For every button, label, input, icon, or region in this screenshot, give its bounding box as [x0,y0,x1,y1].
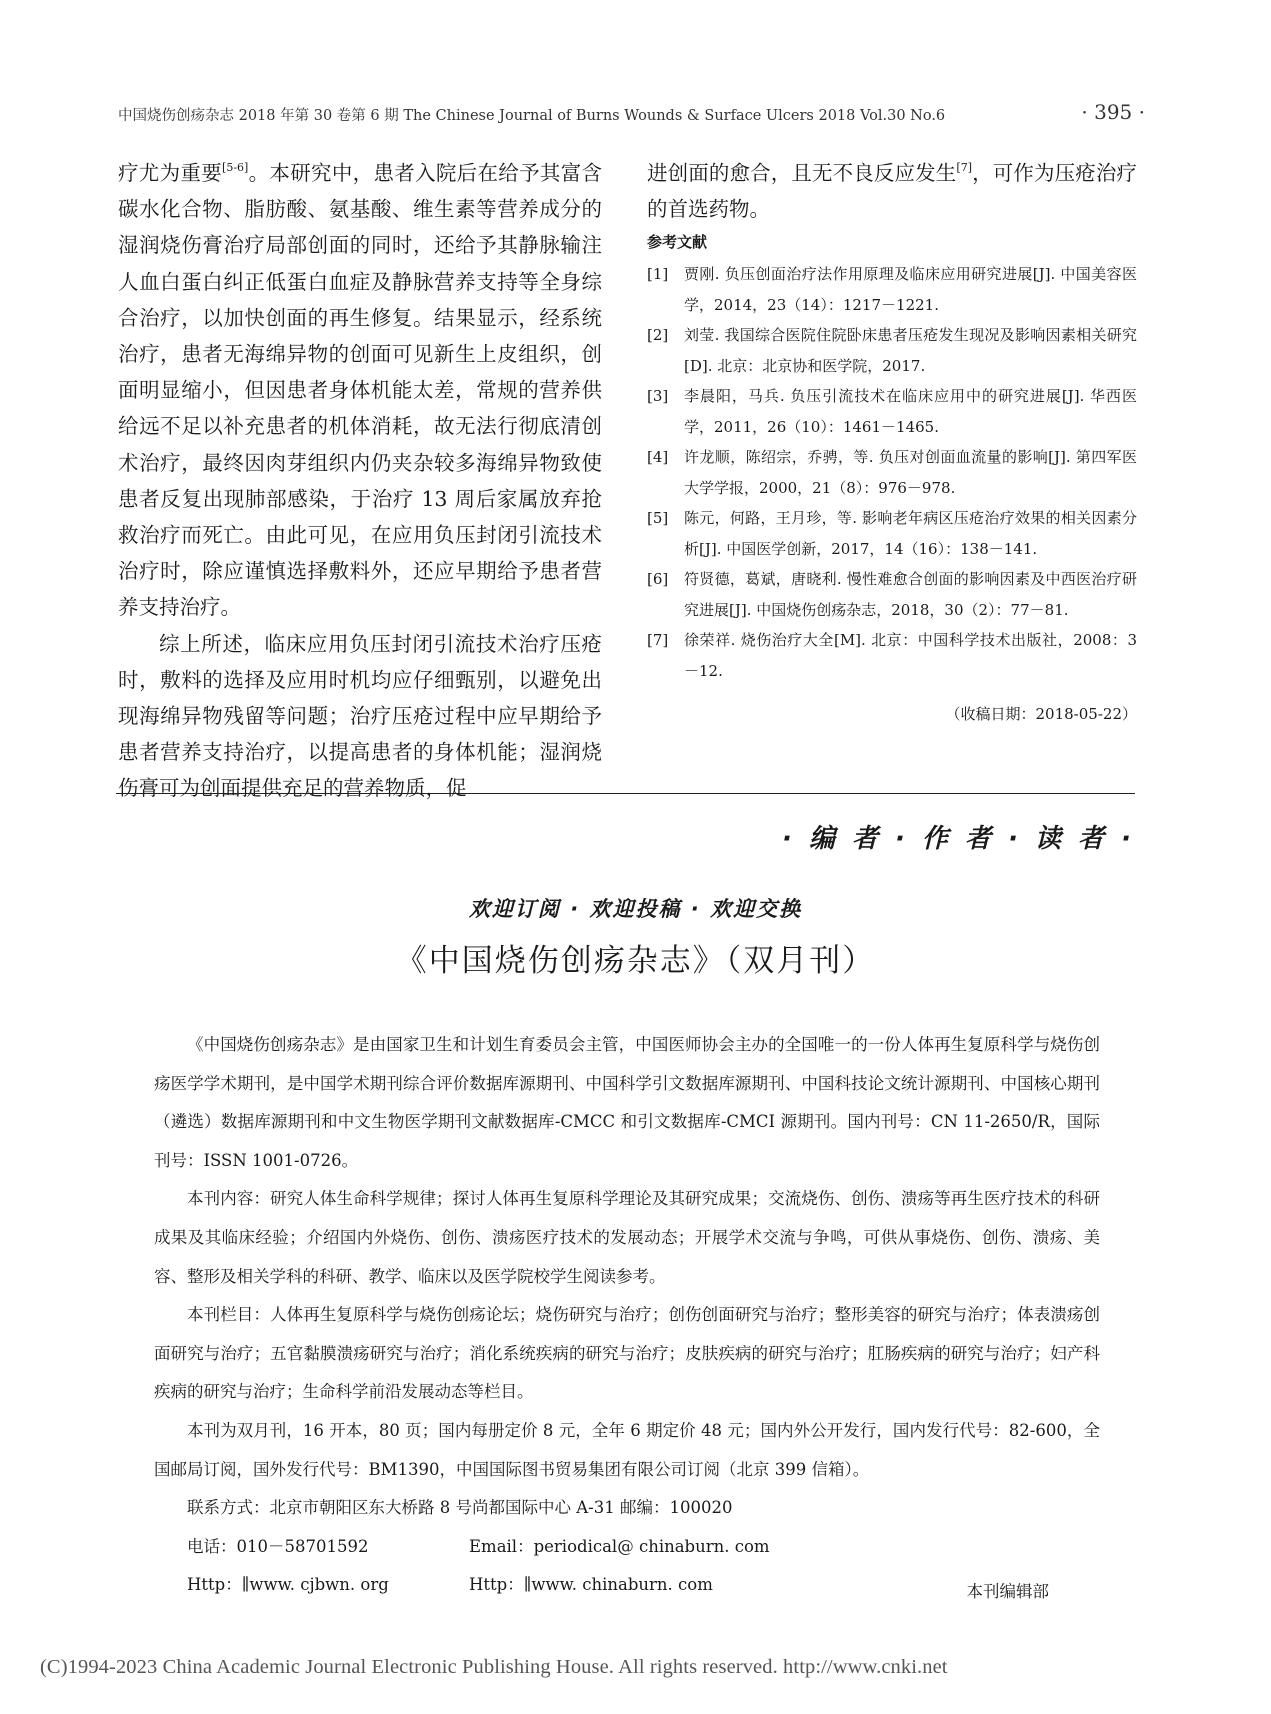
citation: [5-6] [222,161,249,174]
notice-body [154,1026,1100,1605]
reference-number: [4] [647,448,669,467]
reference-text: 陈元，何路，王月珍，等. 影响老年病区压疮治疗效果的相关因素分析[J]. 中国医学创新，2017，14（16）：138－141. [684,509,1137,558]
reference-text: 许龙顺，陈绍宗，乔骋，等. 负压对创面血流量的影响[J]. 第四军医大学学报，2000，21（8）：976－978. [684,448,1137,497]
reference-number: [6] [647,570,669,589]
reference-text: 符贤德，葛斌，唐晓利. 慢性难愈合创面的影响因素及中西医治疗研究进展[J]. 中国烧伤创疡杂志，2018，30（2）：77－81. [684,570,1137,619]
reference-number: [1] [647,265,669,284]
notice-slogan: 欢迎订阅 · 欢迎投稿 · 欢迎交换 [468,897,803,921]
journal-running-title: 中国烧伤创疡杂志 2018 年第 30 卷第 6 期 The Chinese Journal of Burns Wounds & Surface Ulcers 2018 Vol.30 No.6 [118,108,946,124]
right-column [647,155,1137,726]
reference-item [647,564,1137,625]
reference-item [647,381,1137,442]
page-number: · 395 · [1081,100,1145,124]
body-text: ，可作为压疮治疗的首选药物。 [647,161,1138,222]
notice-paragraph: 本刊栏目：人体再生复原科学与烧伤创疡论坛；烧伤研究与治疗；创伤创面研究与治疗；整形美容的研究与治疗；体表溃疡创面研究与治疗；五官黏膜溃疡研究与治疗；消化系统疾病的研究与治疗；皮肤疾病的研究与治疗；肛肠疾病的研究与治疗；妇产科疾病的研究与治疗；生命科学前沿发展动态等栏目。 [154,1305,1100,1402]
reference-text: 李晨阳，马兵. 负压引流技术在临床应用中的研究进展[J]. 华西医学，2011，26（10）：1461－1465. [684,387,1137,436]
reference-number: [3] [647,387,669,406]
reference-text: 贾刚. 负压创面治疗法作用原理及临床应用研究进展[J]. 中国美容医学，2014，23（14）：1217－1221. [684,265,1137,314]
body-paragraph [647,155,1137,227]
running-header [118,100,1145,128]
body-text: 疗尤为重要 [118,161,223,185]
reference-number: [2] [647,326,669,345]
copyright-footer: (C)1994-2023 China Academic Journal Electronic Publishing House. All rights reserved. http://www.cnki.net [40,1656,948,1678]
editorial-signature: 本刊编辑部 [966,1582,1049,1601]
received-date: （收稿日期：2018-05-22） [945,705,1137,724]
reference-number: [7] [647,631,669,650]
references-heading: 参考文献 [647,233,708,252]
body-text: 进创面的愈合，且无不良反应发生 [647,161,957,185]
reference-text: 徐荣祥. 烧伤治疗大全[M]. 北京：中国科学技术出版社，2008：3－12. [684,631,1137,680]
notice-paragraph: 本刊内容：研究人体生命科学规律；探讨人体再生复原科学理论及其研究成果；交流烧伤、创伤、溃疡等再生医疗技术的科研成果及其临床经验；介绍国内外烧伤、创伤、溃疡医疗技术的发展动态；开展学术交流与争鸣，可供从事烧伤、创伤、溃疡、美容、整形及相关学科的科研、教学、临床以及医学院校学生阅读参考。 [154,1189,1100,1286]
section-label: · 编 者 · 作 者 · 读 者 · [782,824,1135,854]
phone-text: 电话：010－58701592 [187,1536,369,1556]
website-text: Http：∥www. chinaburn. com [469,1575,713,1595]
body-text: 。本研究中，患者入院后在给予其富含碳水化合物、脂肪酸、氨基酸、维生素等营养成分的湿润烧伤膏治疗局部创面的同时，还给予其静脉输注人血白蛋白纠正低蛋白血症及静脉营养支持等全身综合治疗，以加快创面的再生修复。结果显示，经系统治疗，患者无海绵异物的创面可见新生上皮组织，创面明显缩小，但因患者身体机能太差，常规的营养供给远不足以补充患者的机体消耗，故无法行彻底清创术治疗，最终因肉芽组织内仍夹杂较多海绵异物致使患者反复出现肺部感染，于治疗 13 周后家属放弃抢救治疗而死亡。由此可见，在应用负压封闭引流技术治疗时，除应谨慎选择敷料外，还应早期给予患者营养支持治疗。 [118,161,603,620]
reference-item [647,320,1137,381]
reference-list [647,259,1137,686]
citation: [7] [956,161,972,174]
reference-text: 刘莹. 我国综合医院住院卧床患者压疮发生现况及影响因素相关研究[D]. 北京：北京协和医学院，2017. [684,326,1137,375]
reference-number: [5] [647,509,669,528]
notice-title: 《中国烧伤创疡杂志》（双月刊） [395,943,876,979]
section-divider [116,793,1135,794]
notice-paragraph: 本刊为双月刊，16 开本，80 页；国内每册定价 8 元，全年 6 期定价 48 元；国内外公开发行，国内发行代号：82-600，全国邮局订阅，国外发行代号：BM1390，中国国际图书贸易集团有限公司订阅（北京 399 信箱）。 [154,1420,1100,1479]
contact-pair [154,1528,1100,1567]
contact-line: 联系方式：北京市朝阳区东大桥路 8 号尚都国际中心 A-31 邮编：100020 [187,1498,733,1518]
notice-paragraph: 《中国烧伤创疡杂志》是由国家卫生和计划生育委员会主管，中国医师协会主办的全国唯一的一份人体再生复原科学与烧伤创疡医学学术期刊，是中国学术期刊综合评价数据库源期刊、中国科学引文数据库源期刊、中国科技论文统计源期刊、中国核心期刊（遴选）数据库源期刊和中文生物医学期刊文献数据库-CMCC 和引文数据库-CMCI 源期刊。国内刊号：CN 11-2650/R，国际刊号：ISSN 1001-0726。 [154,1035,1100,1170]
body-paragraph [118,155,602,626]
website-text: Http：∥www. cjbwn. org [187,1575,389,1595]
reference-item [647,259,1137,320]
reference-item [647,503,1137,564]
email-text: Email：periodical@ chinaburn. com [469,1536,770,1556]
reference-item [647,625,1137,686]
left-column [118,155,602,807]
contact-pair [154,1566,1100,1605]
body-paragraph: 综上所述，临床应用负压封闭引流技术治疗压疮时，敷料的选择及应用时机均应仔细甄别，以避免出现海绵异物残留等问题；治疗压疮过程中应早期给予患者营养支持治疗，以提高患者的身体机能；湿润烧伤膏可为创面提供充足的营养物质，促 [118,631,602,801]
reference-item [647,442,1137,503]
